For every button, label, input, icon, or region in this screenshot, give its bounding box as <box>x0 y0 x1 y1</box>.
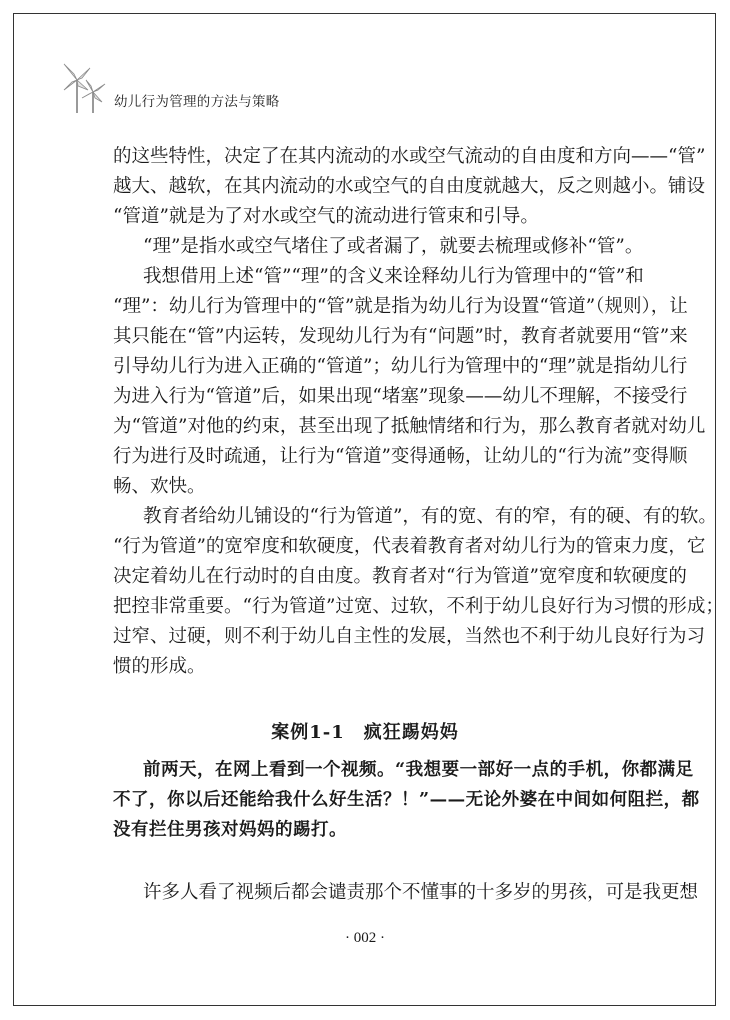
text-line: 我想借用上述“管”“理”的含义来诠释幼儿行为管理中的“管”和 <box>143 266 644 287</box>
text-line: 行为进行及时疏通，让行为“管道”变得通畅，让幼儿的“行为流”变得顺 <box>113 446 688 467</box>
text-line: 的这些特性，决定了在其内流动的水或空气流动的自由度和方向——“管” <box>113 146 706 167</box>
text-line: 为“管道”对他的约束，甚至出现了抵触情绪和行为，那么教育者就对幼儿 <box>113 416 706 437</box>
text-line: 前两天，在网上看到一个视频。“我想要一部好一点的手机，你都满足 <box>143 760 694 780</box>
text-line: “理”是指水或空气堵住了或者漏了，就要去梳理或修补“管”。 <box>143 236 644 257</box>
case-text <box>113 755 700 845</box>
text-line: 惯的形成。 <box>113 656 206 677</box>
text-line: 决定着幼儿在行动时的自由度。教育者对“行为管道”宽窄度和软硬度的 <box>113 566 687 587</box>
text-line: “行为管道”的宽窄度和软硬度，代表着教育者对幼儿行为的管束力度，它 <box>113 536 706 557</box>
text-line: 没有拦住男孩对妈妈的踢打。 <box>113 820 347 840</box>
text-line: “理”：幼儿行为管理中的“管”就是指为幼儿行为设置“管道”（规则），让 <box>113 296 688 317</box>
text-line: 越大、越软，在其内流动的水或空气的自由度就越大，反之则越小。铺设 <box>113 176 706 197</box>
case-title: 案例1-1 疯狂踢妈妈 <box>271 722 459 743</box>
text-line: 为进入行为“管道”后，如果出现“堵塞”现象——幼儿不理解，不接受行 <box>113 386 688 407</box>
text-line: 其只能在“管”内运转，发现幼儿行为有“问题”时，教育者就要用“管”来 <box>113 326 688 347</box>
body-text <box>113 142 724 682</box>
text-line: 引导幼儿行为进入正确的“管道”；幼儿行为管理中的“理”就是指幼儿行 <box>113 356 688 377</box>
page-number: · 002 · <box>345 930 385 946</box>
continuation-text <box>113 878 699 908</box>
text-line: 教育者给幼儿铺设的“行为管道”，有的宽、有的窄，有的硬、有的软。 <box>143 506 717 527</box>
text-line: 不了，你以后还能给我什么好生活？！”——无论外婆在中间如何阻拦，都 <box>113 790 700 810</box>
pinwheel-icon <box>60 60 116 116</box>
text-line: 许多人看了视频后都会谴责那个不懂事的十多岁的男孩，可是我更想 <box>143 882 699 903</box>
running-head: 幼儿行为管理的方法与策略 <box>114 94 280 110</box>
text-line: 畅、欢快。 <box>113 476 206 497</box>
text-line: “管道”就是为了对水或空气的流动进行管束和引导。 <box>113 206 539 227</box>
text-line: 过窄、过硬，则不利于幼儿自主性的发展，当然也不利于幼儿良好行为习 <box>113 626 706 647</box>
text-line: 把控非常重要。“行为管道”过宽、过软，不利于幼儿良好行为习惯的形成； <box>113 596 724 617</box>
